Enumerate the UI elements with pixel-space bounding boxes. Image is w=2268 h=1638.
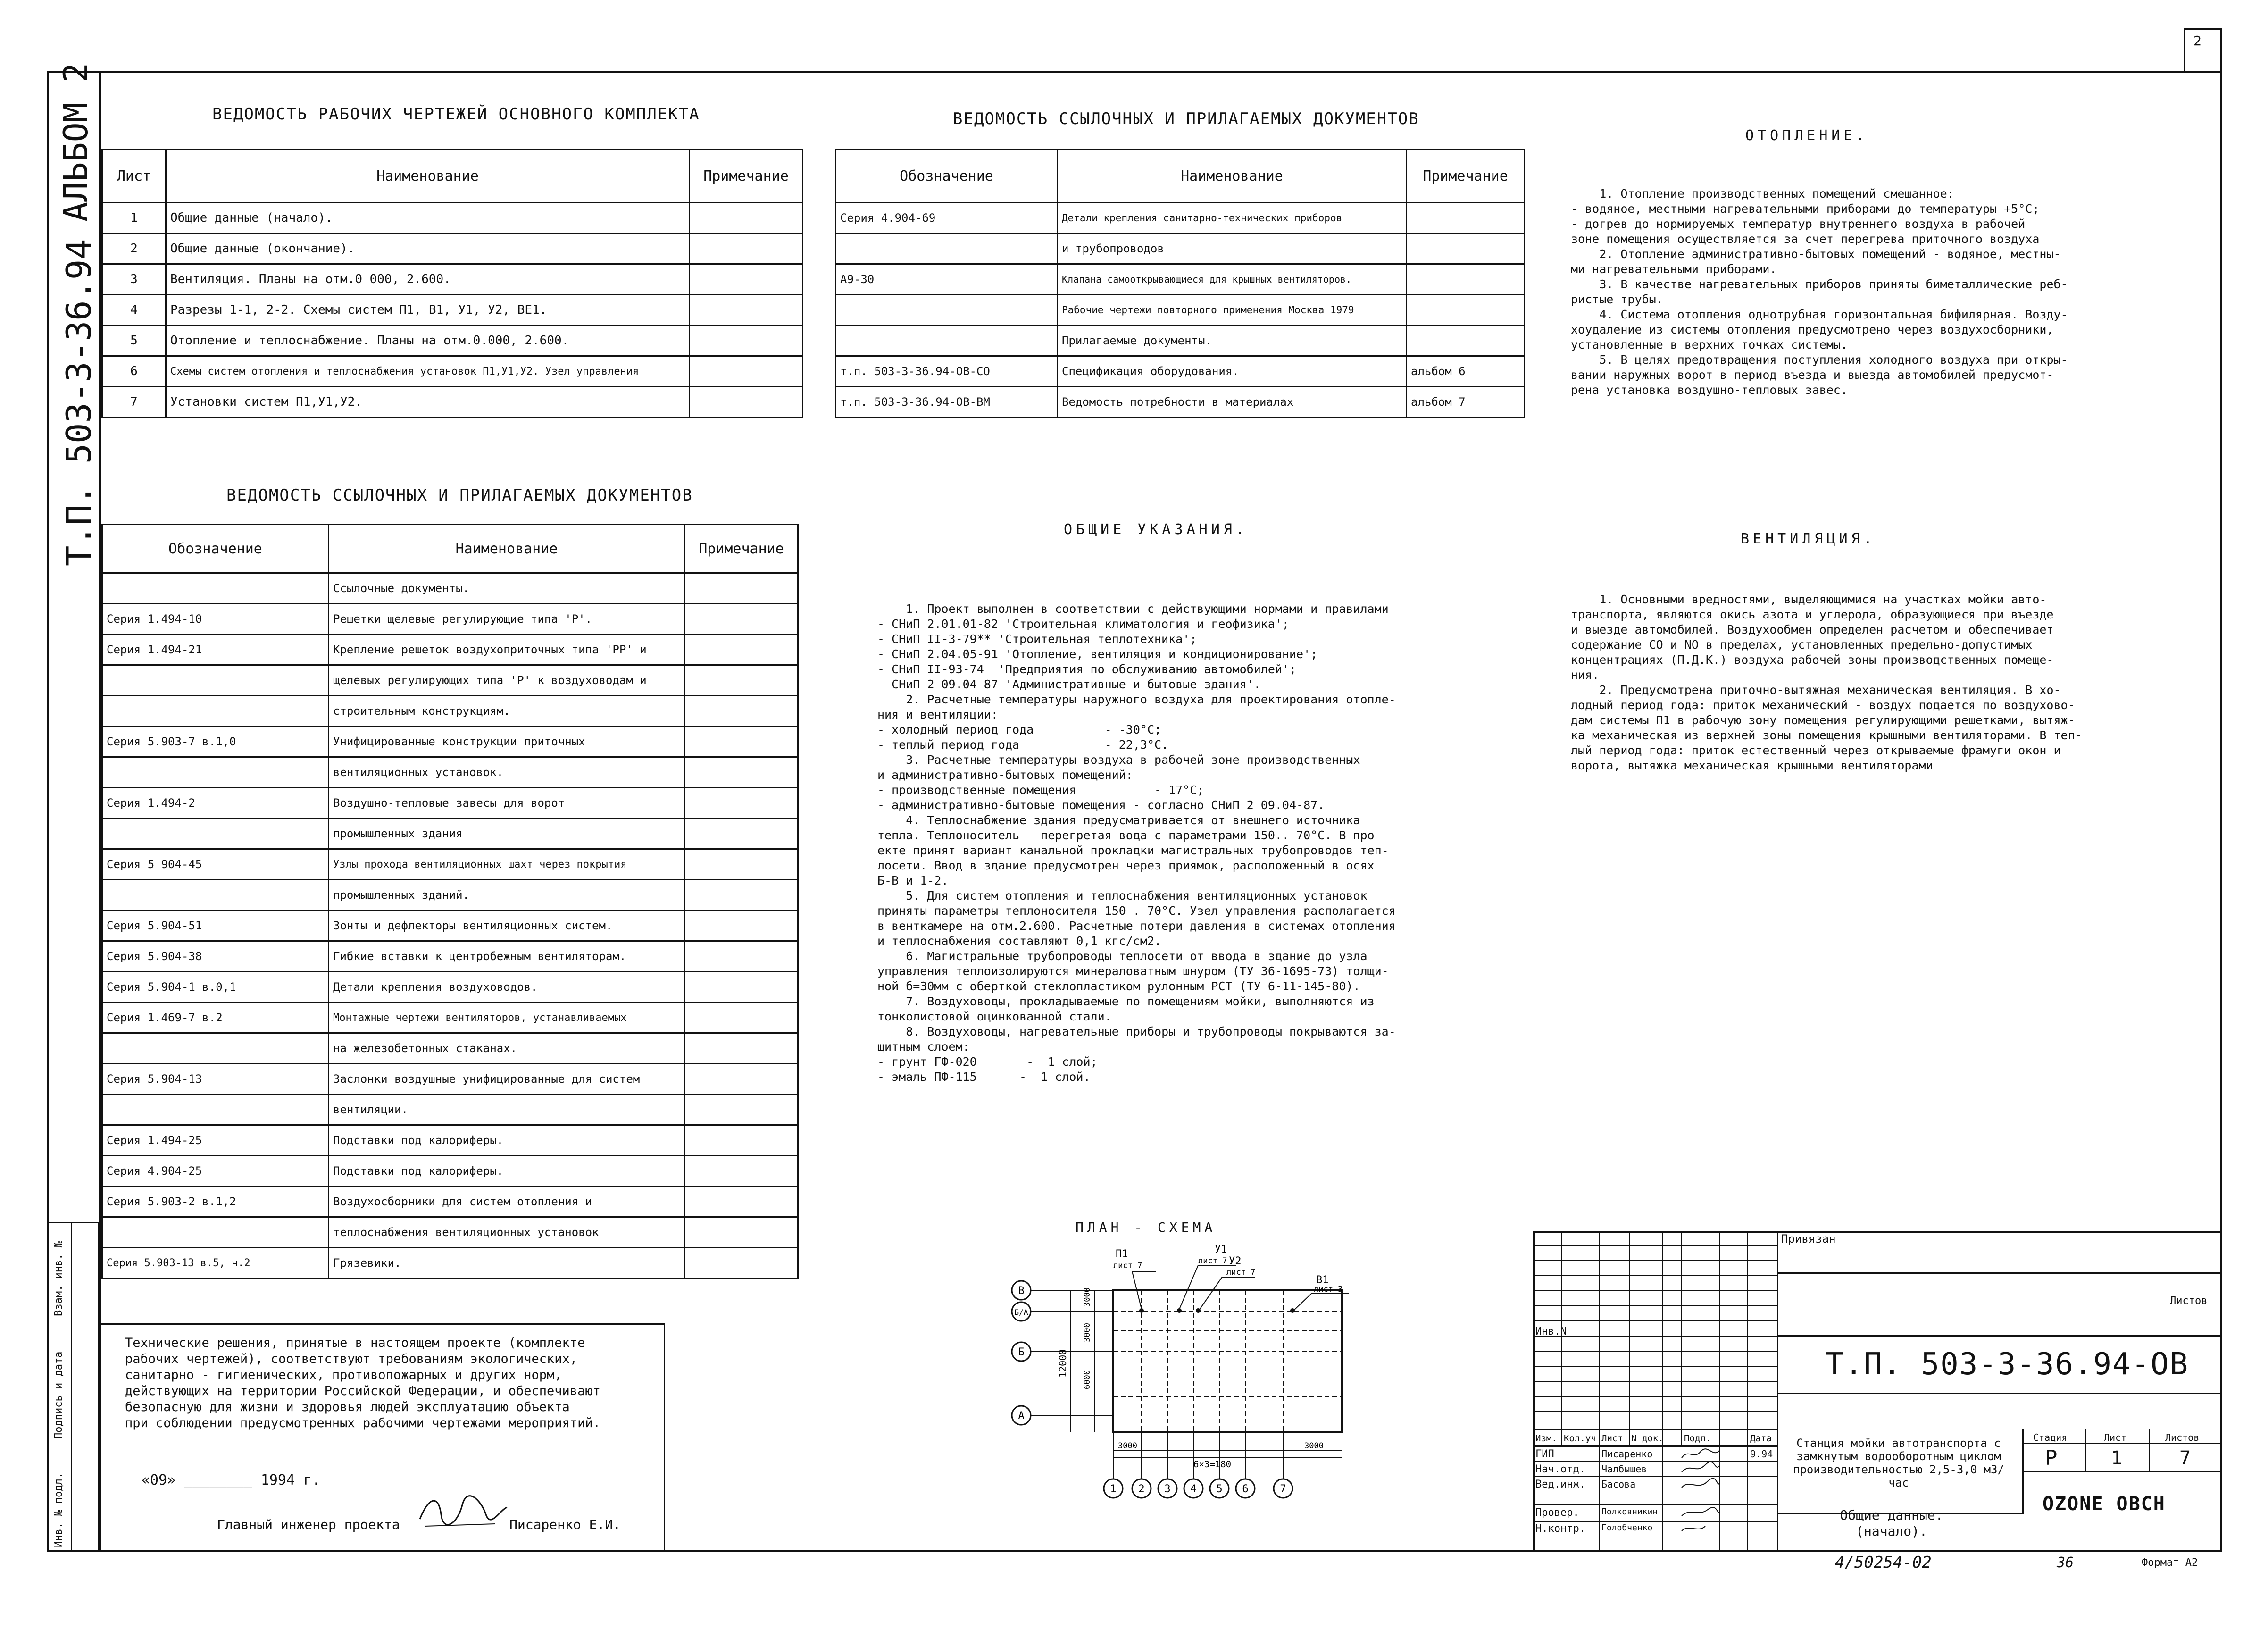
stage-divider-1 xyxy=(2085,1429,2086,1472)
cell-note xyxy=(685,573,798,604)
table-row xyxy=(836,326,1525,356)
cell-code: Серия 5.904-38 xyxy=(102,941,329,972)
cell-code: Серия 5.903-7 в.1,0 xyxy=(102,727,329,757)
ventilation-title: ВЕНТИЛЯЦИЯ. xyxy=(1741,531,1876,547)
cell-code: Серия 5.904-1 в.0,1 xyxy=(102,972,329,1003)
cell-name: Общие данные (начало). xyxy=(166,203,690,234)
top-right-corner-box xyxy=(2184,28,2222,71)
u1-sheet: лист 7 xyxy=(1198,1256,1227,1266)
cell-note xyxy=(685,911,798,941)
row-axis-leaders xyxy=(1031,1290,1113,1415)
col-axis-label: 4 xyxy=(1190,1483,1197,1495)
table-row xyxy=(102,1064,798,1095)
cell-note xyxy=(690,295,803,326)
cell-code xyxy=(102,757,329,788)
cell-code: Серия 1.494-25 xyxy=(102,1125,329,1156)
dim-6000: 6000 xyxy=(1083,1370,1092,1389)
cell-name: Прилагаемые документы. xyxy=(1058,326,1407,356)
total-value: 7 xyxy=(2179,1447,2191,1469)
p1-label: П1 xyxy=(1116,1248,1128,1260)
cell-name: Клапана самооткрывающиеся для крышных вентиляторов. xyxy=(1058,264,1407,295)
project-description: Станция мойки автотранспорта с замкнутым водооборотным циклом производительностью 2,5-3,0 м3/час xyxy=(1793,1437,2008,1489)
cell-name: Разрезы 1-1, 2-2. Схемы систем П1, В1, У1, У2, ВЕ1. xyxy=(166,295,690,326)
cell-note xyxy=(685,788,798,819)
ref-docs-left-table xyxy=(101,524,799,1279)
sign-label-inv: Инв. № подл. xyxy=(53,1472,65,1547)
cell-note xyxy=(685,727,798,757)
table-row xyxy=(102,665,798,696)
cell-name: Рабочие чертежи повторного применения Москва 1979 xyxy=(1058,295,1407,326)
p1-sheet: лист 7 xyxy=(1113,1261,1142,1270)
cell-code xyxy=(102,1033,329,1064)
drawings-list-table xyxy=(101,149,803,418)
bottom-number: 4/50254-02 xyxy=(1835,1553,1932,1572)
table-row xyxy=(102,788,798,819)
cell-name: Детали крепления санитарно-технических приборов xyxy=(1058,203,1407,234)
cell-note xyxy=(685,665,798,696)
col-axis-1 xyxy=(1104,1479,1123,1498)
stamp-person: Писаренко xyxy=(1601,1448,1653,1460)
stamp-bound-label: Привязан xyxy=(1778,1231,2222,1274)
cell-name: Грязевики. xyxy=(329,1248,685,1279)
ventilation-text: 1. Основными вредностями, выделяющимися на участках мойки авто- транспорта, являются окись азота и углерода, образующиеся при въезде и выезде автомобилей. Воздухообмен определен расчетом и обеспечивает содержание СО и NO в пределах, установленных предельно-допустимых концентрациях (П.Д.К.) воздуха рабочей зоны производственных помеще- ния. 2. Предусмотрена приточно-вытяжная механическая вентиляция. В хо- лодный период года: приток механический - воздух подается по воздухово- дам системы П1 в рабочую зону помещения регулирующими решетками, вытяж- ка механическая из верхней зоны помещения крышными вентиляторами. В теп- лый период года: приток естественный через открываемые фрамуги окон и ворота, вытяжка механическая крышными вентиляторами xyxy=(1571,593,2082,772)
table-row xyxy=(102,635,798,665)
stamp-col-header: Подп. xyxy=(1684,1433,1711,1444)
col-header: Лист xyxy=(102,150,166,203)
cell-name: теплоснабжения вентиляционных установок xyxy=(329,1217,685,1248)
cell-code: Серия 5 904-45 xyxy=(102,849,329,880)
horizontal-dimension-line xyxy=(1113,1451,1342,1458)
stamp-role: Провер. xyxy=(1535,1507,1579,1519)
cell-name: Схемы систем отопления и теплоснабжения установок П1,У1,У2. Узел управления xyxy=(166,356,690,387)
table-row xyxy=(836,356,1525,387)
table-row xyxy=(102,1095,798,1125)
table-row xyxy=(102,727,798,757)
col-axis-label: 1 xyxy=(1110,1483,1117,1495)
cell-note xyxy=(685,757,798,788)
cell-name: Подставки под калориферы. xyxy=(329,1156,685,1187)
cell-note xyxy=(685,1248,798,1279)
cell-note xyxy=(685,941,798,972)
cell-name: Спецификация оборудования. xyxy=(1058,356,1407,387)
table-row xyxy=(102,1217,798,1248)
table-row xyxy=(102,356,803,387)
cell-note xyxy=(690,203,803,234)
sheet-value: 1 xyxy=(2111,1447,2123,1469)
heating-text: 1. Отопление производственных помещений смешанное: - водяное, местными нагревательными приборами до температуры +5°С; - догрев до нормируемых температур внутреннего воздуха в рабочей зоне помещения осуществляется за счет перегрева приточного воздуха 2. Отопление административно-бытовых помещений - водяное, местны- ми нагревательными приборами. 3. В качестве нагревательных приборов приняты биметаллические реб- ристые трубы. 4. Система отопления однотрубная горизонтальная бифилярная. Возду- хоудаление из системы отопления предусмотрено через воздухосборники, установленные в верхних точках системы. 5. В целях предотвращения поступления холодного воздуха при откры- вании наружных ворот в период въезда и выезда автомобилей предусмот- рена установка воздушно-тепловых завес. xyxy=(1571,187,2068,397)
cell-code: Серия 5.904-51 xyxy=(102,911,329,941)
ref-docs-left-title: ВЕДОМОСТЬ ССЫЛОЧНЫХ И ПРИЛАГАЕМЫХ ДОКУМЕНТОВ xyxy=(226,486,693,505)
col-header: Примечание xyxy=(690,150,803,203)
cell-name: Крепление решеток воздухоприточных типа 'РР' и xyxy=(329,635,685,665)
stamp-person: Чалбышев xyxy=(1601,1463,1647,1475)
cell-note xyxy=(1407,326,1525,356)
engineer-signature xyxy=(415,1486,509,1531)
table-row xyxy=(836,387,1525,418)
v1-label: В1 xyxy=(1316,1274,1329,1286)
cell-code: Серия 4.904-69 xyxy=(836,203,1058,234)
cell-sheet: 1 xyxy=(102,203,166,234)
cell-note xyxy=(685,635,798,665)
cell-code xyxy=(102,1095,329,1125)
stage-divider-2 xyxy=(2149,1429,2150,1472)
stamp-person: Голобченко xyxy=(1601,1523,1653,1533)
heating-title: ОТОПЛЕНИЕ. xyxy=(1745,127,1868,144)
stamp-code: Т.П. 503-3-36.94-ОВ xyxy=(1826,1347,2189,1382)
table-row xyxy=(102,696,798,727)
stamp-col-header: Кол.уч xyxy=(1564,1433,1596,1444)
table-row xyxy=(102,1187,798,1217)
cell-name: промышленных зданий. xyxy=(329,880,685,911)
cell-name: Отопление и теплоснабжение. Планы на отм.0.000, 2.600. xyxy=(166,326,690,356)
cell-code: Серия 1.494-2 xyxy=(102,788,329,819)
col-axis-3 xyxy=(1158,1479,1177,1498)
cell-code: т.п. 503-3-36.94-ОВ-ВМ xyxy=(836,387,1058,418)
cell-code: Серия 1.494-10 xyxy=(102,604,329,635)
col-header: Примечание xyxy=(1407,150,1525,203)
plan-grid-lines xyxy=(1113,1290,1342,1432)
sign-strip-divider xyxy=(71,1222,72,1552)
table-row xyxy=(102,819,798,849)
stage-label: Стадия xyxy=(2033,1432,2068,1443)
general-text: 1. Проект выполнен в соответствии с действующими нормами и правилами - СНиП 2.01.01-82 'Строительная климатология и геофизика'; - СНиП II-3-79** 'Строительная теплотехника'; - СНиП 2.04.05-91 'Отопление, вентиляция и кондиционирование'; - СНиП II-93-74 'Предприятия по обслуживанию автомобилей'; - СНиП 2 09.04-87 'Административные и бытовые здания'. 2. Расчетные температуры наружного воздуха для проектирования отопле- ния и вентиляции: - холодный период года - -30°С; - теплый период года - 22,3°С. 3. Расчетные температуры воздуха в рабочей зоне производственных и административно-бытовых помещений: - производственные помещения - 17°С; - административно-бытовые помещения - согласно СНиП 2 09.04-87. 4. Теплоснабжение здания предусматривается от внешнего источника тепла. Теплоноситель - перегретая вода с параметрами 150.. 70°С. В про- екте принят вариант канальной прокладки магистральных трубопроводов теп- лосети. Ввод в здание предусмотрен через приямок, расположенный в осях Б-В и 1-2. 5. Для систем отопления и теплоснабжения вентиляционных установок приняты параметры теплоносителя 150 . 70°С. Узел управления располагается в венткамере на отм.2.600. Расчетные потери давления в системах отопления и теплоснабжения составляют 0,1 кгс/см2. 6. Магистральные трубопроводы теплосети от ввода в здание до узла управления теплоизолируются минераловатным шнуром (ТУ 36-1695-73) толщи- ной б=30мм с оберткой стеклопластиком рулонным РСТ (ТУ 6-11-145-80). 7. Воздуховоды, прокладываемые по помещениям мойки, выполняются из тонколистовой оцинкованной стали. 8. Воздуховоды, нагревательные приборы и трубопроводы покрываются за- щитным слоем: - грунт ГФ-020 - 1 слой; - эмаль ПФ-115 - 1 слой. xyxy=(877,602,1396,1084)
title-block-grid xyxy=(1533,1231,1778,1552)
table-header-row xyxy=(102,525,798,573)
sign-label-replace: Взам. инв. № xyxy=(53,1241,65,1316)
cell-name: Монтажные чертежи вентиляторов, устанавливаемых xyxy=(329,1003,685,1033)
cell-note xyxy=(1407,234,1525,264)
col-axes xyxy=(1113,1432,1283,1479)
table-row xyxy=(102,757,798,788)
cell-name: Детали крепления воздуховодов. xyxy=(329,972,685,1003)
cell-code: Серия 5.903-13 в.5, ч.2 xyxy=(102,1248,329,1279)
stamp-code-box xyxy=(1778,1335,2222,1394)
cell-note xyxy=(685,1156,798,1187)
system-dots xyxy=(1139,1308,1295,1313)
format-label: Формат А2 xyxy=(2142,1557,2198,1569)
cell-name: Установки систем П1,У1,У2. xyxy=(166,387,690,418)
page-number: 2 xyxy=(2193,33,2201,49)
table-row xyxy=(102,326,803,356)
cell-code xyxy=(102,880,329,911)
cell-note xyxy=(690,234,803,264)
cell-name: Гибкие вставки к центробежным вентиляторам. xyxy=(329,941,685,972)
table-row xyxy=(102,972,798,1003)
cell-sheet: 3 xyxy=(102,264,166,295)
col-header: Наименование xyxy=(166,150,690,203)
col-axis-label: 6 xyxy=(1242,1483,1249,1495)
col-axis-5 xyxy=(1210,1479,1229,1498)
cell-note xyxy=(685,1033,798,1064)
cell-name: Общие данные (окончание). xyxy=(166,234,690,264)
cell-sheet: 7 xyxy=(102,387,166,418)
dim-12000: 12000 xyxy=(1057,1349,1068,1378)
cell-name: промышленных здания xyxy=(329,819,685,849)
cell-code: т.п. 503-3-36.94-ОВ-СО xyxy=(836,356,1058,387)
stamp-inv-label: Инв.N xyxy=(1535,1326,1567,1337)
cell-code xyxy=(836,295,1058,326)
eco-note-text: Технические решения, принятые в настоящем проекте (комплекте рабочих чертежей), соответствуют требованиям экологических, санитарно - гигиенических, противопожарных и других норм, действующих на территории Российской Федерации, и обеспечивают безопасную для жизни и здоровья людей эксплуатацию объекта при соблюдении предусмотренных рабочими чертежами мероприятий. xyxy=(125,1336,600,1430)
stamp-role: ГИП xyxy=(1535,1448,1554,1460)
row-axis-БА xyxy=(1012,1302,1031,1321)
cell-name: вентиляции. xyxy=(329,1095,685,1125)
table-row xyxy=(102,203,803,234)
table-row xyxy=(102,1003,798,1033)
table-row xyxy=(836,234,1525,264)
col-header: Обозначение xyxy=(102,525,329,573)
stamp-col-header: Изм. xyxy=(1535,1433,1557,1444)
table-row xyxy=(102,911,798,941)
table-header-row xyxy=(102,150,803,203)
table-row xyxy=(102,880,798,911)
table-row xyxy=(102,604,798,635)
stamp-role: Н.контр. xyxy=(1535,1523,1585,1535)
engineer-label: Главный инженер проекта xyxy=(217,1517,400,1532)
row-axis-label: В xyxy=(1018,1285,1025,1297)
stamp-col-header: Дата xyxy=(1750,1433,1772,1444)
cell-code xyxy=(836,234,1058,264)
stamp-person: Полковникин xyxy=(1601,1507,1658,1517)
cell-code: Серия 5.904-13 xyxy=(102,1064,329,1095)
cell-note xyxy=(685,1095,798,1125)
cell-code: Серия 5.903-2 в.1,2 xyxy=(102,1187,329,1217)
cell-note xyxy=(685,696,798,727)
table-row xyxy=(102,1248,798,1279)
cell-note xyxy=(1407,264,1525,295)
stamp-sheets-label: Листов xyxy=(2170,1295,2208,1307)
row-axis-Б xyxy=(1012,1342,1031,1361)
eco-date: «09» ________ 1994 г. xyxy=(142,1472,321,1488)
row-axis-В xyxy=(1012,1281,1031,1300)
cell-name: на железобетонных стаканах. xyxy=(329,1033,685,1064)
cell-code xyxy=(836,326,1058,356)
table-row xyxy=(836,295,1525,326)
col-header: Наименование xyxy=(329,525,685,573)
cell-name: вентиляционных установок. xyxy=(329,757,685,788)
stage-value: Р xyxy=(2045,1446,2058,1470)
stamp-date-value: 9.94 xyxy=(1750,1448,1773,1460)
table-row xyxy=(836,203,1525,234)
u2-sheet: лист 7 xyxy=(1226,1268,1256,1277)
cell-code xyxy=(102,1217,329,1248)
cell-note: альбом 7 xyxy=(1407,387,1525,418)
engineer-name: Писаренко Е.И. xyxy=(509,1517,621,1532)
col-axis-7 xyxy=(1274,1479,1292,1498)
ref-docs-top-title: ВЕДОМОСТЬ ССЫЛОЧНЫХ И ПРИЛАГАЕМЫХ ДОКУМЕНТОВ xyxy=(953,109,1419,128)
dim-3000-right: 3000 xyxy=(1304,1441,1324,1451)
cell-code xyxy=(102,573,329,604)
dim-3000a: 3000 xyxy=(1083,1287,1092,1307)
cell-note xyxy=(690,356,803,387)
cell-code: Серия 1.469-7 в.2 xyxy=(102,1003,329,1033)
cell-code xyxy=(102,819,329,849)
col-axis-6 xyxy=(1236,1479,1255,1498)
cell-note xyxy=(1407,203,1525,234)
bottom-page: 36 xyxy=(2057,1554,2074,1571)
col-axis-label: 5 xyxy=(1216,1483,1223,1495)
v1-sheet: лист 3 xyxy=(1314,1285,1343,1294)
plan-title: ПЛАН - СХЕМА xyxy=(1076,1220,1217,1235)
cell-sheet: 2 xyxy=(102,234,166,264)
stamp-col-header: Лист xyxy=(1601,1433,1623,1444)
col-header: Обозначение xyxy=(836,150,1058,203)
cell-name: строительным конструкциям. xyxy=(329,696,685,727)
col-axis-label: 3 xyxy=(1164,1483,1171,1495)
cell-note xyxy=(685,1217,798,1248)
col-axis-label: 7 xyxy=(1280,1483,1286,1495)
table-row xyxy=(102,295,803,326)
cell-note xyxy=(685,880,798,911)
sheet-label: Лист xyxy=(2104,1432,2127,1443)
cell-note xyxy=(685,849,798,880)
cell-name: Узлы прохода вентиляционных шахт через покрытия xyxy=(329,849,685,880)
cell-note xyxy=(685,819,798,849)
total-label: Листов xyxy=(2165,1432,2200,1443)
cell-code xyxy=(102,696,329,727)
u2-label: У2 xyxy=(1229,1255,1242,1267)
table-row xyxy=(102,234,803,264)
stamp-role: Нач.отд. xyxy=(1535,1463,1585,1475)
cell-note xyxy=(685,1125,798,1156)
side-doc-code: Т.П. 503-3-36.94 xyxy=(59,239,99,566)
cell-name: и трубопроводов xyxy=(1058,234,1407,264)
plan-schema xyxy=(1000,1236,1387,1510)
cell-note xyxy=(690,387,803,418)
drawings-list-title: ВЕДОМОСТЬ РАБОЧИХ ЧЕРТЕЖЕЙ ОСНОВНОГО КОМПЛЕКТА xyxy=(212,105,700,124)
table-row xyxy=(102,1156,798,1187)
cell-note xyxy=(690,264,803,295)
row-axis-label: Б xyxy=(1018,1346,1025,1358)
u1-label: У1 xyxy=(1215,1244,1227,1255)
cell-name: Ссылочные документы. xyxy=(329,573,685,604)
cell-note xyxy=(685,1003,798,1033)
stamp-signatures xyxy=(1679,1446,1722,1536)
cell-sheet: 5 xyxy=(102,326,166,356)
cell-sheet: 6 xyxy=(102,356,166,387)
cell-name: Ведомость потребности в материалах xyxy=(1058,387,1407,418)
cell-code: А9-30 xyxy=(836,264,1058,295)
cell-sheet: 4 xyxy=(102,295,166,326)
cell-name: Унифицированные конструкции приточных xyxy=(329,727,685,757)
ref-docs-top-table xyxy=(835,149,1525,418)
row-axis-А xyxy=(1012,1406,1031,1425)
cell-name: Заслонки воздушные унифицированные для систем xyxy=(329,1064,685,1095)
col-axis-4 xyxy=(1184,1479,1203,1498)
table-row xyxy=(102,941,798,972)
table-row xyxy=(102,1033,798,1064)
album-label: АЛЬБОМ 2 xyxy=(57,62,95,222)
cell-name: Зонты и дефлекторы вентиляционных систем. xyxy=(329,911,685,941)
cell-note xyxy=(685,1187,798,1217)
dim-6x3: 6×3=180 xyxy=(1193,1459,1232,1470)
table-row xyxy=(102,387,803,418)
dim-3000b: 3000 xyxy=(1083,1323,1092,1342)
stamp-person: Басова xyxy=(1601,1479,1636,1490)
cell-note: альбом 6 xyxy=(1407,356,1525,387)
stamp-role: Вед.инж. xyxy=(1535,1479,1585,1490)
table-row xyxy=(102,849,798,880)
cell-note xyxy=(685,1064,798,1095)
table-row xyxy=(836,264,1525,295)
col-axis-label: 2 xyxy=(1138,1483,1145,1495)
col-header: Наименование xyxy=(1058,150,1407,203)
cell-note xyxy=(685,604,798,635)
dim-3000-left: 3000 xyxy=(1118,1441,1137,1451)
table-row xyxy=(102,573,798,604)
general-title: ОБЩИЕ УКАЗАНИЯ. xyxy=(1064,521,1248,538)
cell-name: Вентиляция. Планы на отм.0 000, 2.600. xyxy=(166,264,690,295)
cell-name: Подставки под калориферы. xyxy=(329,1125,685,1156)
cell-name: Воздухосборники для систем отопления и xyxy=(329,1187,685,1217)
sheet-title: Общие данные. (начало). xyxy=(1840,1507,1943,1539)
table-row xyxy=(102,264,803,295)
sign-label-date: Подпись и дата xyxy=(53,1351,65,1439)
col-header: Примечание xyxy=(685,525,798,573)
cell-code: Серия 1.494-21 xyxy=(102,635,329,665)
cell-name: Решетки щелевые регулирующие типа 'Р'. xyxy=(329,604,685,635)
cell-code: Серия 4.904-25 xyxy=(102,1156,329,1187)
cell-code xyxy=(102,665,329,696)
row-axis-label: А xyxy=(1018,1410,1025,1422)
cell-note xyxy=(1407,295,1525,326)
org-logo: OZONE ОВСН xyxy=(2043,1493,2166,1515)
cell-note xyxy=(690,326,803,356)
cell-name: Воздушно-тепловые завесы для ворот xyxy=(329,788,685,819)
table-header-row xyxy=(836,150,1525,203)
row-axis-label: Б/А xyxy=(1014,1308,1028,1317)
stamp-col-header: N док. xyxy=(1631,1433,1664,1444)
table-row xyxy=(102,1125,798,1156)
col-axis-2 xyxy=(1132,1479,1151,1498)
cell-note xyxy=(685,972,798,1003)
cell-name: щелевых регулирующих типа 'Р' к воздуховодам и xyxy=(329,665,685,696)
